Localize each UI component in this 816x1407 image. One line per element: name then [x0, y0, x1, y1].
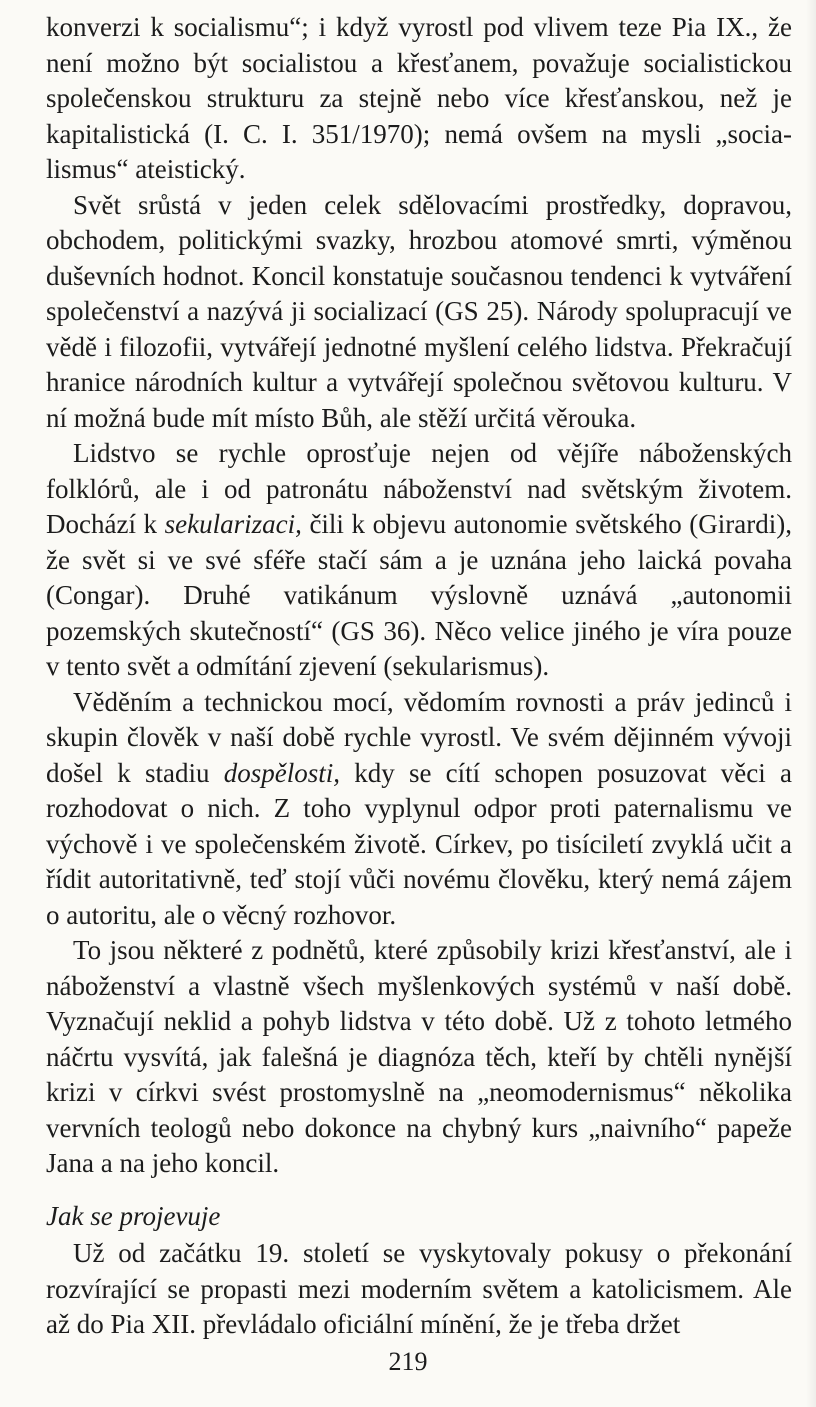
- paragraph-1: konverzi k socialismu“; i když vyrostl pod vlivem teze Pia IX., že není možno být socialistou a křesťanem, považuje socialistickou společenskou strukturu za stejně nebo více křesťanskou, než je kapitalistická (I. C. I. 351/1970); nemá ovšem na mysli „socialismus“ ateistický.: [46, 12, 792, 184]
- italic-term-dospelosti: dospělosti,: [223, 757, 340, 788]
- paragraph-4: Věděním a technickou mocí, vědomím rovnosti a práv jedinců i skupin člověk v naší době rychle vyrostl. Ve svém dějinném vývoji došel k stadiu dospělosti, kdy se cítí schopen posuzovat věci a rozhodovat o nich. Z toho vyplynul odpor proti paternalismu ve výchově i ve společenském životě. Církev, po tisíciletí zvyklá učit a řídit autoritativně, teď stojí vůči novému člověku, který nemá zájem o autoritu, ale o věcný rozhovor.: [46, 686, 792, 930]
- page-number: 219: [388, 1347, 428, 1376]
- page-edge-shadow: [806, 0, 816, 1407]
- section-heading: Jak se projevuje: [46, 1200, 221, 1231]
- paragraph-3: Lidstvo se rychle oprosťuje nejen od vějíře náboženských folklórů, ale i od patronátu náboženství nad světským životem. Dochází k sekularizaci, čili k objevu autonomie světského (Girardi), že svět si ve své sféře stačí sám a je uznána jeho laická povaha (Congar). Druhé vatikánum výslovně uznává „autonomii pozemských skutečností“ (GS 36). Něco velice jiného je víra pouze v tento svět a odmítání zjevení (sekularismus).: [46, 438, 792, 681]
- paragraph-2: Svět srůstá v jeden celek sdělovacími prostředky, dopravou, obchodem, politickými svazky, hrozbou atomové smrti, výměnou duševních hodnot. Koncil konstatuje současnou tendenci k vytváření společenství a nazývá ji socializací (GS 25). Národy spolupracují ve vědě i filozofii, vytvářejí jednotné myšlení celého lidstva. Překračují hranice národních kultur a vytvářejí společnou světovou kulturu. V ní možná bude mít místo Bůh, ale stěží určitá věrouka.: [46, 189, 792, 433]
- italic-term-sekularizaci: sekularizaci,: [164, 509, 302, 539]
- paragraph-6: Už od začátku 19. století se vyskytovaly pokusy o překonání rozvírající se propasti mezi moderním světem a katolicismem. Ale až do Pia XII. převládalo oficiální mínění, že je třeba držet: [46, 1238, 792, 1339]
- body-text: [46, 10, 792, 1343]
- paragraph-5: To jsou některé z podnětů, které způsobily krizi křesťanství, ale i náboženství a vlastně všech myšlenkových systémů v naší době. Vyznačují neklid a pohyb lidstva v této době. Už z tohoto letmého náčrtu vysvítá, jak falešná je diagnóza těch, kteří by chtěli nynější krizi v církvi svést prostomyslně na „neomodernismus“ několika vervních teologů nebo dokonce na chybný kurs „naivního“ papeže Jana a na jeho koncil.: [46, 935, 792, 1178]
